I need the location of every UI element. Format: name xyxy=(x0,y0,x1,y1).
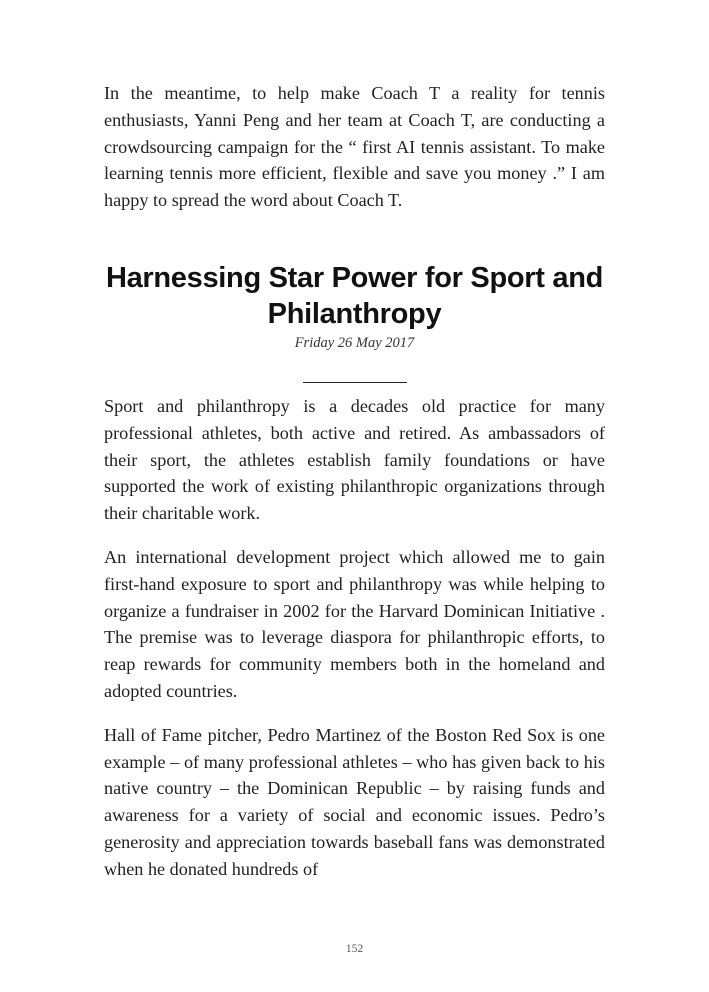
article-title: Harnessing Star Power for Sport and Philanthropy xyxy=(105,261,604,330)
article-paragraph-3: Hall of Fame pitcher, Pedro Martinez of the Boston Red Sox is one example – of many professional athletes – who has given back to his native country – the Dominican Republic – by raising funds and awareness for a variety of social and economic issues. Pedro’s generosity and appreciation towards baseball fans was demonstrated when he donated hundreds of xyxy=(104,724,605,879)
article-paragraph-1: Sport and philanthropy is a decades old practice for many professional athletes, both active and retired. As ambassadors of their sport, the athletes establish family foundations or have supported the work of existing philanthropic organizations through their charitable work. xyxy=(104,395,605,524)
page-number: 152 xyxy=(345,943,364,955)
title-divider xyxy=(303,382,407,383)
article-date: Friday 26 May 2017 xyxy=(294,334,415,351)
page-content xyxy=(104,80,605,883)
article-paragraph-2: An international development project which allowed me to gain first-hand exposure to sport and philanthropy was while helping to organize a fundraiser in 2002 for the Harvard Dominican Initiative . The premise was to leverage diaspora for philanthropic efforts, to reap rewards for community members both in the homeland and adopted countries. xyxy=(104,546,605,701)
intro-paragraph: In the meantime, to help make Coach T a reality for tennis enthusiasts, Yanni Peng and her team at Coach T, are conducting a crowdsourcing campaign for the “ first AI tennis assistant. To make learning tennis more efficient, flexible and save you money .” I am happy to spread the word about Coach T. xyxy=(104,83,605,211)
